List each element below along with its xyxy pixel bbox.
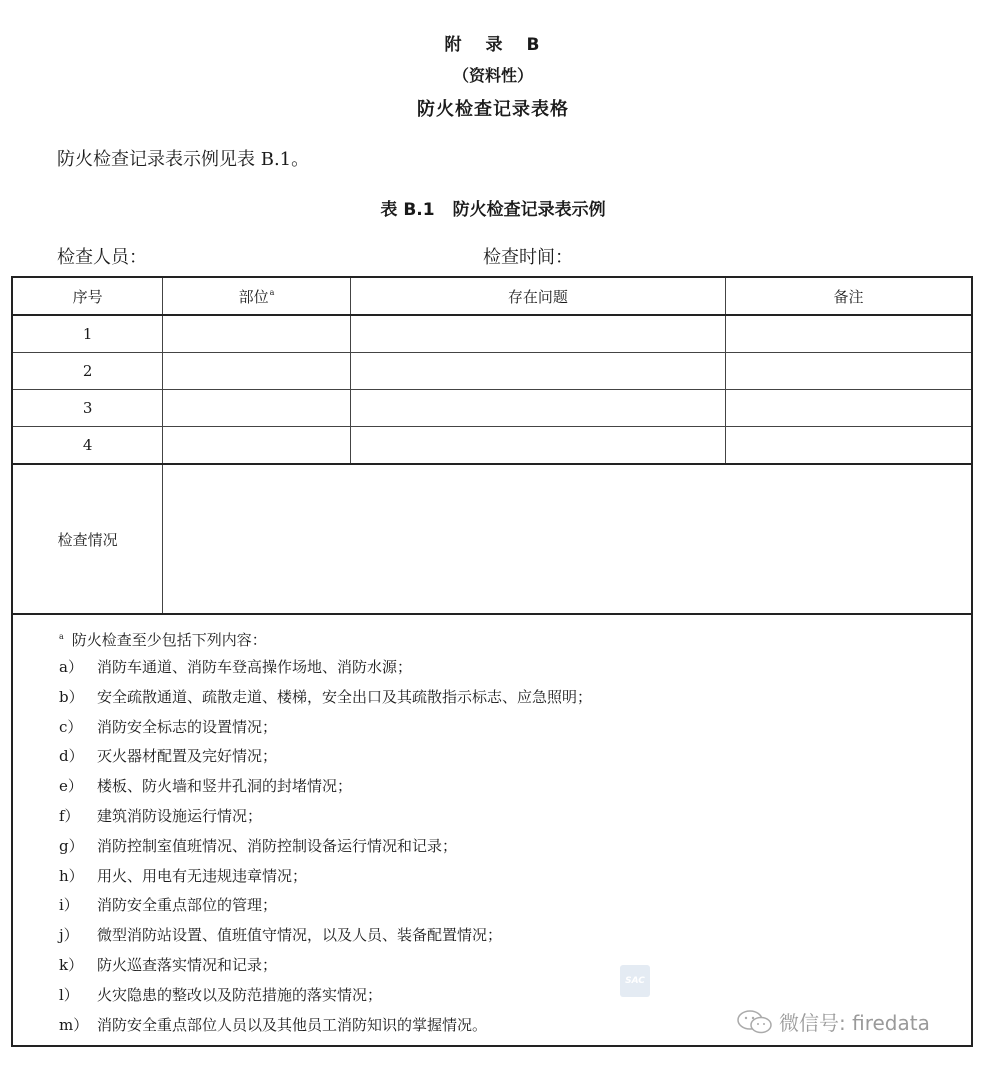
inspection-time-label: 检查时间： [483,247,573,268]
item-label: g） [59,836,84,855]
item-label: b） [59,687,84,706]
cell-remark[interactable] [725,427,972,465]
cell-location[interactable] [163,390,351,427]
item-text: 消防车通道、消防车登高操作场地、消防水源； [97,658,413,676]
table-header-row [12,277,972,315]
inspection-record-table [11,276,973,1047]
header-location-label: 部位 [238,287,269,306]
item-label: c） [59,717,83,736]
appendix-word-2: 录 [485,35,505,55]
item-label: k） [59,955,84,974]
footnote-list [13,615,971,1042]
sac-logo-watermark: SAC [620,965,650,997]
item-label: h） [59,866,84,885]
table-row [12,353,972,390]
footnote-item [59,744,971,774]
summary-label: 检查情况 [12,464,163,614]
table-caption-number: 表 B.1 [380,200,435,220]
cell-remark[interactable] [725,353,972,390]
item-text: 楼板、防火墙和竖井孔洞的封堵情况； [97,777,353,796]
wechat-id-text: 微信号: firedata [779,1011,930,1035]
cell-serial-no: 2 [12,353,163,390]
table-caption [0,195,986,220]
footnote-item [59,893,971,923]
footnote-item [59,715,971,745]
cell-serial-no: 3 [12,390,163,427]
cell-location[interactable] [163,315,351,353]
item-text: 建筑消防设施运行情况； [97,806,263,825]
cell-problem[interactable] [350,427,725,465]
footnote-item [59,864,971,894]
footnote-mark: a [59,632,64,641]
item-text: 微型消防站设置、值班值守情况，以及人员、装备配置情况； [97,926,503,945]
cell-remark[interactable] [725,315,972,353]
cell-serial-no: 4 [12,427,163,465]
appendix-letter: B [526,35,542,55]
header-serial-no: 序号 [12,277,163,315]
footnote-marker: a [269,287,275,297]
footnote-row [12,614,972,1046]
footnote-intro-text: 防火检查至少包括下列内容： [71,631,267,649]
summary-value[interactable] [163,464,972,614]
intro-paragraph: 防火检查记录表示例见表 B.1。 [57,149,310,170]
footnote-item [59,774,971,804]
appendix-heading [0,30,986,55]
item-label: l） [59,985,79,1004]
appendix-title: 防火检查记录表格 [417,99,569,120]
footnote-item [59,953,971,983]
item-label: j） [59,926,79,945]
item-text: 消防控制室值班情况、消防控制设备运行情况和记录； [97,836,458,855]
item-text: 灭火器材配置及完好情况； [97,747,278,766]
wechat-watermark [735,1007,930,1036]
item-label: a） [59,658,83,676]
footnote-item [59,834,971,864]
footnote-cell [12,614,972,1046]
cell-problem[interactable] [350,315,725,353]
item-label: d） [59,747,84,766]
item-text: 防火巡查落实情况和记录； [97,955,278,974]
appendix-word: 附 [444,35,464,55]
item-text: 消防安全重点部位人员以及其他员工消防知识的掌握情况。 [97,1015,488,1034]
cell-location[interactable] [163,427,351,465]
table-row [12,315,972,353]
item-text: 用火、用电有无违规违章情况； [97,866,308,885]
inspector-label: 检查人员： [57,247,147,268]
cell-problem[interactable] [350,390,725,427]
table-caption-title: 防火检查记录表示例 [452,200,606,220]
item-text: 火灾隐患的整改以及防范措施的落实情况； [97,985,383,1004]
inspection-summary-row [12,464,972,614]
footnote-item [59,804,971,834]
cell-remark[interactable] [725,390,972,427]
item-label: e） [59,777,83,796]
item-label: f） [59,806,80,825]
table-row [12,390,972,427]
footnote-item [59,655,971,685]
header-problem: 存在问题 [350,277,725,315]
cell-location[interactable] [163,353,351,390]
footnote-intro [59,625,971,655]
appendix-nature: （资料性） [452,66,533,85]
header-remark: 备注 [725,277,972,315]
cell-problem[interactable] [350,353,725,390]
footnote-item [59,923,971,953]
item-text: 安全疏散通道、疏散走道、楼梯，安全出口及其疏散指示标志、应急照明； [97,687,593,706]
item-label: m） [59,1015,89,1034]
item-text: 消防安全标志的设置情况； [97,717,278,736]
item-text: 消防安全重点部位的管理； [97,896,278,915]
footnote-item [59,685,971,715]
wechat-icon [735,1008,775,1036]
header-location [163,277,351,315]
table-row [12,427,972,465]
item-label: i） [59,896,79,915]
cell-serial-no: 1 [12,315,163,353]
